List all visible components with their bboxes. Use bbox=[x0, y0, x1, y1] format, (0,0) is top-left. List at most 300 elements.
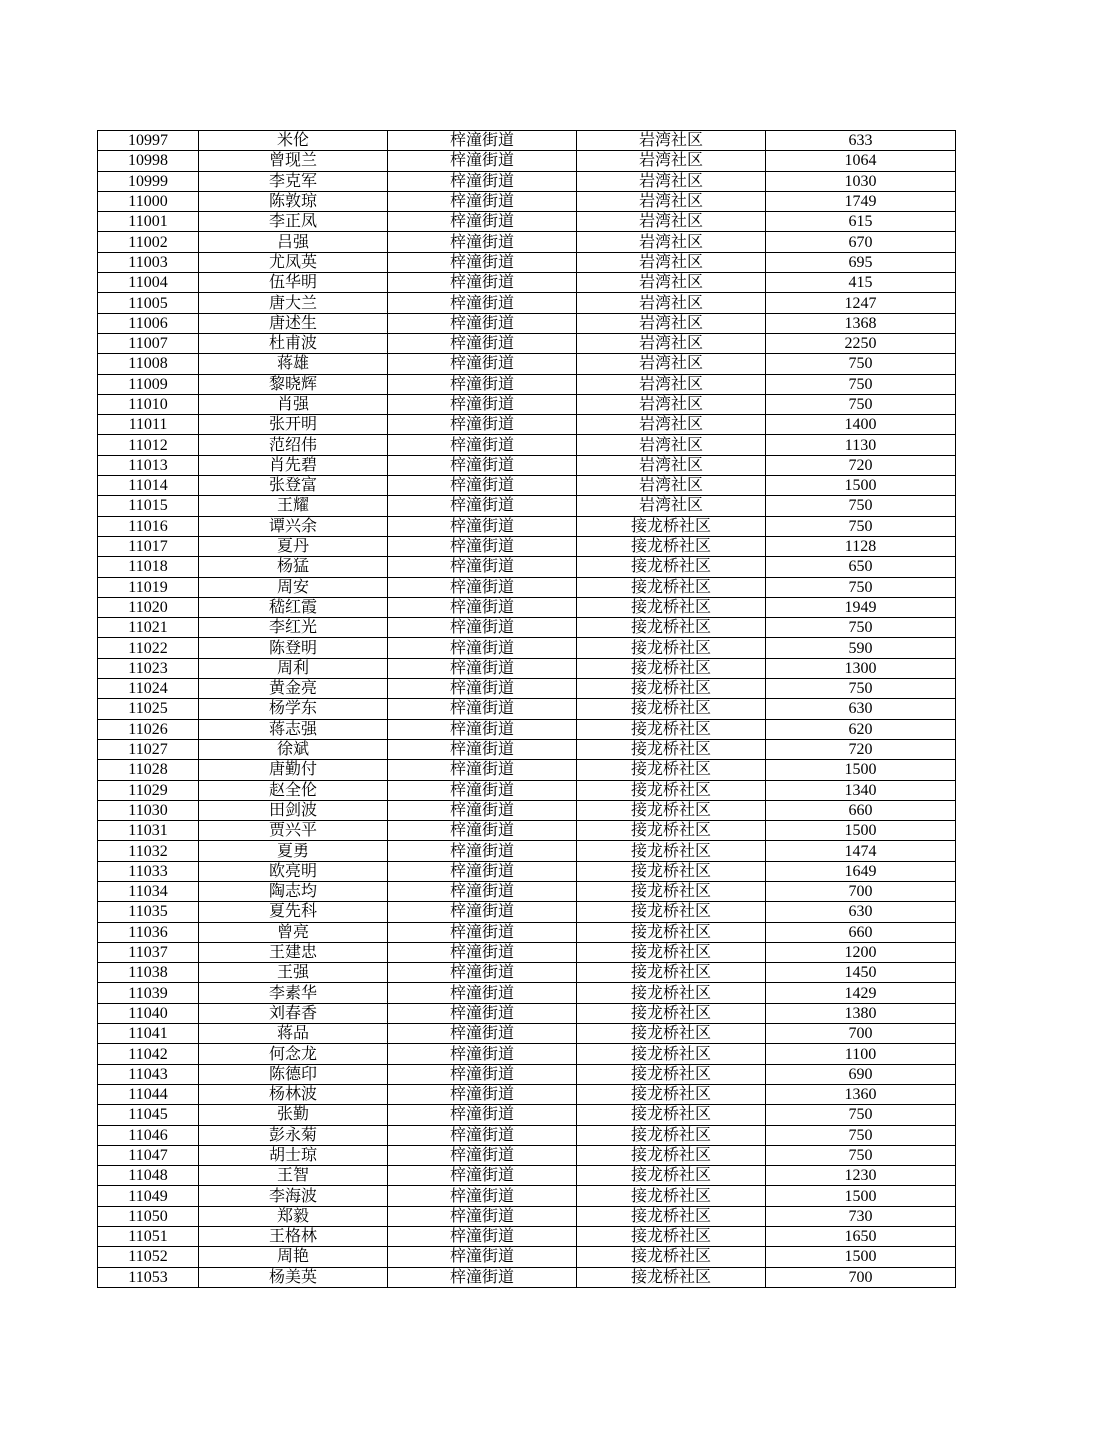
community-cell: 接龙桥社区 bbox=[577, 942, 766, 962]
street-cell: 梓潼街道 bbox=[388, 618, 577, 638]
name-cell: 何念龙 bbox=[199, 1044, 388, 1064]
name-cell: 王强 bbox=[199, 963, 388, 983]
community-cell: 接龙桥社区 bbox=[577, 881, 766, 901]
street-cell: 梓潼街道 bbox=[388, 841, 577, 861]
street-cell: 梓潼街道 bbox=[388, 983, 577, 1003]
name-cell: 杨美英 bbox=[199, 1267, 388, 1287]
name-cell: 刘春香 bbox=[199, 1003, 388, 1023]
serial-number-cell: 11036 bbox=[98, 922, 199, 942]
serial-number-cell: 11021 bbox=[98, 618, 199, 638]
serial-number-cell: 11018 bbox=[98, 557, 199, 577]
street-cell: 梓潼街道 bbox=[388, 699, 577, 719]
serial-number-cell: 11011 bbox=[98, 415, 199, 435]
street-cell: 梓潼街道 bbox=[388, 476, 577, 496]
table-row bbox=[98, 760, 956, 780]
name-cell: 杨林波 bbox=[199, 1084, 388, 1104]
street-cell: 梓潼街道 bbox=[388, 232, 577, 252]
community-cell: 接龙桥社区 bbox=[577, 963, 766, 983]
name-cell: 赵全伦 bbox=[199, 780, 388, 800]
street-cell: 梓潼街道 bbox=[388, 131, 577, 151]
serial-number-cell: 11024 bbox=[98, 679, 199, 699]
community-cell: 接龙桥社区 bbox=[577, 1145, 766, 1165]
table-row bbox=[98, 658, 956, 678]
name-cell: 陶志均 bbox=[199, 881, 388, 901]
community-cell: 接龙桥社区 bbox=[577, 739, 766, 759]
name-cell: 曾亮 bbox=[199, 922, 388, 942]
name-cell: 蒋志强 bbox=[199, 719, 388, 739]
street-cell: 梓潼街道 bbox=[388, 212, 577, 232]
street-cell: 梓潼街道 bbox=[388, 760, 577, 780]
amount-cell: 1474 bbox=[766, 841, 956, 861]
street-cell: 梓潼街道 bbox=[388, 1166, 577, 1186]
serial-number-cell: 10999 bbox=[98, 171, 199, 191]
serial-number-cell: 10997 bbox=[98, 131, 199, 151]
table-row bbox=[98, 1166, 956, 1186]
community-cell: 接龙桥社区 bbox=[577, 618, 766, 638]
name-cell: 李海波 bbox=[199, 1186, 388, 1206]
name-cell: 张开明 bbox=[199, 415, 388, 435]
amount-cell: 750 bbox=[766, 496, 956, 516]
table-row bbox=[98, 131, 956, 151]
amount-cell: 1340 bbox=[766, 780, 956, 800]
name-cell: 嵇红霞 bbox=[199, 597, 388, 617]
community-cell: 岩湾社区 bbox=[577, 415, 766, 435]
community-cell: 接龙桥社区 bbox=[577, 760, 766, 780]
street-cell: 梓潼街道 bbox=[388, 1267, 577, 1287]
community-cell: 接龙桥社区 bbox=[577, 536, 766, 556]
community-cell: 接龙桥社区 bbox=[577, 821, 766, 841]
amount-cell: 1247 bbox=[766, 293, 956, 313]
table-row bbox=[98, 597, 956, 617]
serial-number-cell: 11053 bbox=[98, 1267, 199, 1287]
street-cell: 梓潼街道 bbox=[388, 354, 577, 374]
name-cell: 李素华 bbox=[199, 983, 388, 1003]
serial-number-cell: 11032 bbox=[98, 841, 199, 861]
amount-cell: 1949 bbox=[766, 597, 956, 617]
table-row bbox=[98, 679, 956, 699]
street-cell: 梓潼街道 bbox=[388, 273, 577, 293]
community-cell: 岩湾社区 bbox=[577, 374, 766, 394]
name-cell: 李红光 bbox=[199, 618, 388, 638]
serial-number-cell: 11025 bbox=[98, 699, 199, 719]
community-cell: 接龙桥社区 bbox=[577, 1084, 766, 1104]
name-cell: 吕强 bbox=[199, 232, 388, 252]
serial-number-cell: 11042 bbox=[98, 1044, 199, 1064]
amount-cell: 1749 bbox=[766, 191, 956, 211]
serial-number-cell: 11023 bbox=[98, 658, 199, 678]
serial-number-cell: 11006 bbox=[98, 313, 199, 333]
amount-cell: 590 bbox=[766, 638, 956, 658]
community-cell: 岩湾社区 bbox=[577, 212, 766, 232]
street-cell: 梓潼街道 bbox=[388, 374, 577, 394]
name-cell: 杜甫波 bbox=[199, 333, 388, 353]
name-cell: 欧亮明 bbox=[199, 861, 388, 881]
serial-number-cell: 11004 bbox=[98, 273, 199, 293]
street-cell: 梓潼街道 bbox=[388, 597, 577, 617]
street-cell: 梓潼街道 bbox=[388, 293, 577, 313]
street-cell: 梓潼街道 bbox=[388, 963, 577, 983]
amount-cell: 690 bbox=[766, 1064, 956, 1084]
street-cell: 梓潼街道 bbox=[388, 922, 577, 942]
amount-cell: 700 bbox=[766, 1267, 956, 1287]
community-cell: 接龙桥社区 bbox=[577, 1044, 766, 1064]
serial-number-cell: 11022 bbox=[98, 638, 199, 658]
table-row bbox=[98, 861, 956, 881]
table-row bbox=[98, 455, 956, 475]
serial-number-cell: 10998 bbox=[98, 151, 199, 171]
street-cell: 梓潼街道 bbox=[388, 679, 577, 699]
name-cell: 黎晓辉 bbox=[199, 374, 388, 394]
amount-cell: 750 bbox=[766, 618, 956, 638]
table-row bbox=[98, 577, 956, 597]
table-row bbox=[98, 394, 956, 414]
table-row bbox=[98, 171, 956, 191]
street-cell: 梓潼街道 bbox=[388, 435, 577, 455]
name-cell: 李正凤 bbox=[199, 212, 388, 232]
name-cell: 王智 bbox=[199, 1166, 388, 1186]
name-cell: 范绍伟 bbox=[199, 435, 388, 455]
street-cell: 梓潼街道 bbox=[388, 1227, 577, 1247]
table-row bbox=[98, 333, 956, 353]
amount-cell: 633 bbox=[766, 131, 956, 151]
name-cell: 陈登明 bbox=[199, 638, 388, 658]
amount-cell: 1450 bbox=[766, 963, 956, 983]
name-cell: 谭兴余 bbox=[199, 516, 388, 536]
name-cell: 陈敦琼 bbox=[199, 191, 388, 211]
table-row bbox=[98, 983, 956, 1003]
community-cell: 岩湾社区 bbox=[577, 476, 766, 496]
amount-cell: 700 bbox=[766, 881, 956, 901]
table-row bbox=[98, 232, 956, 252]
community-cell: 接龙桥社区 bbox=[577, 800, 766, 820]
table-row bbox=[98, 1186, 956, 1206]
street-cell: 梓潼街道 bbox=[388, 1206, 577, 1226]
serial-number-cell: 11015 bbox=[98, 496, 199, 516]
community-cell: 接龙桥社区 bbox=[577, 902, 766, 922]
street-cell: 梓潼街道 bbox=[388, 638, 577, 658]
community-cell: 接龙桥社区 bbox=[577, 1166, 766, 1186]
amount-cell: 750 bbox=[766, 679, 956, 699]
street-cell: 梓潼街道 bbox=[388, 313, 577, 333]
community-cell: 接龙桥社区 bbox=[577, 516, 766, 536]
name-cell: 彭永菊 bbox=[199, 1125, 388, 1145]
amount-cell: 1429 bbox=[766, 983, 956, 1003]
amount-cell: 750 bbox=[766, 516, 956, 536]
street-cell: 梓潼街道 bbox=[388, 1105, 577, 1125]
serial-number-cell: 11046 bbox=[98, 1125, 199, 1145]
community-cell: 接龙桥社区 bbox=[577, 1003, 766, 1023]
serial-number-cell: 11033 bbox=[98, 861, 199, 881]
amount-cell: 750 bbox=[766, 394, 956, 414]
name-cell: 黄金亮 bbox=[199, 679, 388, 699]
amount-cell: 700 bbox=[766, 1024, 956, 1044]
community-cell: 接龙桥社区 bbox=[577, 719, 766, 739]
table-row bbox=[98, 963, 956, 983]
amount-cell: 630 bbox=[766, 699, 956, 719]
table-row bbox=[98, 1145, 956, 1165]
name-cell: 徐斌 bbox=[199, 739, 388, 759]
street-cell: 梓潼街道 bbox=[388, 577, 577, 597]
table-row bbox=[98, 780, 956, 800]
community-cell: 接龙桥社区 bbox=[577, 780, 766, 800]
amount-cell: 1100 bbox=[766, 1044, 956, 1064]
table-row bbox=[98, 415, 956, 435]
serial-number-cell: 11002 bbox=[98, 232, 199, 252]
community-cell: 岩湾社区 bbox=[577, 394, 766, 414]
table-row bbox=[98, 1247, 956, 1267]
name-cell: 周利 bbox=[199, 658, 388, 678]
table-row bbox=[98, 293, 956, 313]
serial-number-cell: 11028 bbox=[98, 760, 199, 780]
serial-number-cell: 11000 bbox=[98, 191, 199, 211]
serial-number-cell: 11003 bbox=[98, 252, 199, 272]
table-row bbox=[98, 1003, 956, 1023]
serial-number-cell: 11001 bbox=[98, 212, 199, 232]
table-row bbox=[98, 922, 956, 942]
table-row bbox=[98, 557, 956, 577]
amount-cell: 1360 bbox=[766, 1084, 956, 1104]
street-cell: 梓潼街道 bbox=[388, 252, 577, 272]
table-row bbox=[98, 374, 956, 394]
street-cell: 梓潼街道 bbox=[388, 719, 577, 739]
street-cell: 梓潼街道 bbox=[388, 1084, 577, 1104]
amount-cell: 1200 bbox=[766, 942, 956, 962]
community-cell: 岩湾社区 bbox=[577, 232, 766, 252]
amount-cell: 1500 bbox=[766, 1247, 956, 1267]
table-row bbox=[98, 313, 956, 333]
table-row bbox=[98, 942, 956, 962]
amount-cell: 1500 bbox=[766, 821, 956, 841]
table-row bbox=[98, 252, 956, 272]
name-cell: 贾兴平 bbox=[199, 821, 388, 841]
street-cell: 梓潼街道 bbox=[388, 516, 577, 536]
amount-cell: 720 bbox=[766, 455, 956, 475]
community-cell: 岩湾社区 bbox=[577, 313, 766, 333]
serial-number-cell: 11051 bbox=[98, 1227, 199, 1247]
serial-number-cell: 11049 bbox=[98, 1186, 199, 1206]
name-cell: 王耀 bbox=[199, 496, 388, 516]
community-cell: 岩湾社区 bbox=[577, 435, 766, 455]
table-row bbox=[98, 618, 956, 638]
name-cell: 李克军 bbox=[199, 171, 388, 191]
name-cell: 蒋雄 bbox=[199, 354, 388, 374]
table-row bbox=[98, 354, 956, 374]
community-cell: 岩湾社区 bbox=[577, 191, 766, 211]
name-cell: 曾现兰 bbox=[199, 151, 388, 171]
table-row bbox=[98, 496, 956, 516]
community-cell: 接龙桥社区 bbox=[577, 557, 766, 577]
name-cell: 王格林 bbox=[199, 1227, 388, 1247]
amount-cell: 615 bbox=[766, 212, 956, 232]
amount-cell: 1368 bbox=[766, 313, 956, 333]
community-cell: 接龙桥社区 bbox=[577, 1105, 766, 1125]
community-cell: 岩湾社区 bbox=[577, 273, 766, 293]
community-cell: 接龙桥社区 bbox=[577, 1125, 766, 1145]
serial-number-cell: 11048 bbox=[98, 1166, 199, 1186]
serial-number-cell: 11017 bbox=[98, 536, 199, 556]
amount-cell: 750 bbox=[766, 354, 956, 374]
serial-number-cell: 11016 bbox=[98, 516, 199, 536]
community-cell: 岩湾社区 bbox=[577, 496, 766, 516]
serial-number-cell: 11040 bbox=[98, 1003, 199, 1023]
community-cell: 接龙桥社区 bbox=[577, 1267, 766, 1287]
table-row bbox=[98, 1044, 956, 1064]
community-cell: 接龙桥社区 bbox=[577, 1247, 766, 1267]
table-row bbox=[98, 191, 956, 211]
amount-cell: 1500 bbox=[766, 760, 956, 780]
name-cell: 周安 bbox=[199, 577, 388, 597]
amount-cell: 1030 bbox=[766, 171, 956, 191]
amount-cell: 750 bbox=[766, 374, 956, 394]
amount-cell: 1500 bbox=[766, 476, 956, 496]
community-cell: 接龙桥社区 bbox=[577, 983, 766, 1003]
amount-cell: 630 bbox=[766, 902, 956, 922]
table-row bbox=[98, 800, 956, 820]
amount-cell: 1649 bbox=[766, 861, 956, 881]
street-cell: 梓潼街道 bbox=[388, 191, 577, 211]
serial-number-cell: 11035 bbox=[98, 902, 199, 922]
street-cell: 梓潼街道 bbox=[388, 821, 577, 841]
street-cell: 梓潼街道 bbox=[388, 780, 577, 800]
table-row bbox=[98, 841, 956, 861]
name-cell: 杨学东 bbox=[199, 699, 388, 719]
amount-cell: 750 bbox=[766, 1125, 956, 1145]
amount-cell: 750 bbox=[766, 1145, 956, 1165]
community-cell: 岩湾社区 bbox=[577, 151, 766, 171]
serial-number-cell: 11030 bbox=[98, 800, 199, 820]
serial-number-cell: 11039 bbox=[98, 983, 199, 1003]
street-cell: 梓潼街道 bbox=[388, 1044, 577, 1064]
amount-cell: 750 bbox=[766, 577, 956, 597]
name-cell: 夏勇 bbox=[199, 841, 388, 861]
community-cell: 岩湾社区 bbox=[577, 131, 766, 151]
street-cell: 梓潼街道 bbox=[388, 1145, 577, 1165]
name-cell: 周艳 bbox=[199, 1247, 388, 1267]
serial-number-cell: 11041 bbox=[98, 1024, 199, 1044]
community-cell: 接龙桥社区 bbox=[577, 1227, 766, 1247]
name-cell: 王建忠 bbox=[199, 942, 388, 962]
data-table bbox=[97, 130, 956, 1288]
table-row bbox=[98, 476, 956, 496]
serial-number-cell: 11029 bbox=[98, 780, 199, 800]
serial-number-cell: 11005 bbox=[98, 293, 199, 313]
name-cell: 田剑波 bbox=[199, 800, 388, 820]
street-cell: 梓潼街道 bbox=[388, 942, 577, 962]
street-cell: 梓潼街道 bbox=[388, 881, 577, 901]
name-cell: 肖先碧 bbox=[199, 455, 388, 475]
street-cell: 梓潼街道 bbox=[388, 1064, 577, 1084]
community-cell: 岩湾社区 bbox=[577, 354, 766, 374]
community-cell: 接龙桥社区 bbox=[577, 861, 766, 881]
community-cell: 接龙桥社区 bbox=[577, 577, 766, 597]
serial-number-cell: 11009 bbox=[98, 374, 199, 394]
street-cell: 梓潼街道 bbox=[388, 394, 577, 414]
table-row bbox=[98, 1064, 956, 1084]
street-cell: 梓潼街道 bbox=[388, 415, 577, 435]
table-row bbox=[98, 1267, 956, 1287]
street-cell: 梓潼街道 bbox=[388, 455, 577, 475]
amount-cell: 1650 bbox=[766, 1227, 956, 1247]
table-row bbox=[98, 719, 956, 739]
serial-number-cell: 11026 bbox=[98, 719, 199, 739]
serial-number-cell: 11034 bbox=[98, 881, 199, 901]
table-row bbox=[98, 739, 956, 759]
name-cell: 肖强 bbox=[199, 394, 388, 414]
table-row bbox=[98, 699, 956, 719]
table-row bbox=[98, 516, 956, 536]
table-row bbox=[98, 1227, 956, 1247]
community-cell: 接龙桥社区 bbox=[577, 597, 766, 617]
table-row bbox=[98, 212, 956, 232]
community-cell: 岩湾社区 bbox=[577, 455, 766, 475]
table-row bbox=[98, 1105, 956, 1125]
street-cell: 梓潼街道 bbox=[388, 739, 577, 759]
serial-number-cell: 11044 bbox=[98, 1084, 199, 1104]
name-cell: 唐大兰 bbox=[199, 293, 388, 313]
table-row bbox=[98, 435, 956, 455]
community-cell: 岩湾社区 bbox=[577, 171, 766, 191]
amount-cell: 1300 bbox=[766, 658, 956, 678]
serial-number-cell: 11043 bbox=[98, 1064, 199, 1084]
street-cell: 梓潼街道 bbox=[388, 1247, 577, 1267]
street-cell: 梓潼街道 bbox=[388, 861, 577, 881]
name-cell: 杨猛 bbox=[199, 557, 388, 577]
amount-cell: 1380 bbox=[766, 1003, 956, 1023]
table-row bbox=[98, 1024, 956, 1044]
amount-cell: 660 bbox=[766, 922, 956, 942]
street-cell: 梓潼街道 bbox=[388, 1003, 577, 1023]
table-body bbox=[98, 131, 956, 1288]
name-cell: 伍华明 bbox=[199, 273, 388, 293]
community-cell: 接龙桥社区 bbox=[577, 638, 766, 658]
street-cell: 梓潼街道 bbox=[388, 333, 577, 353]
name-cell: 郑毅 bbox=[199, 1206, 388, 1226]
name-cell: 夏丹 bbox=[199, 536, 388, 556]
amount-cell: 1064 bbox=[766, 151, 956, 171]
community-cell: 接龙桥社区 bbox=[577, 841, 766, 861]
amount-cell: 1128 bbox=[766, 536, 956, 556]
amount-cell: 620 bbox=[766, 719, 956, 739]
community-cell: 接龙桥社区 bbox=[577, 1064, 766, 1084]
serial-number-cell: 11050 bbox=[98, 1206, 199, 1226]
amount-cell: 415 bbox=[766, 273, 956, 293]
name-cell: 胡士琼 bbox=[199, 1145, 388, 1165]
community-cell: 接龙桥社区 bbox=[577, 679, 766, 699]
street-cell: 梓潼街道 bbox=[388, 557, 577, 577]
table-row bbox=[98, 821, 956, 841]
table-row bbox=[98, 151, 956, 171]
table-row bbox=[98, 1084, 956, 1104]
amount-cell: 750 bbox=[766, 1105, 956, 1125]
table-row bbox=[98, 638, 956, 658]
street-cell: 梓潼街道 bbox=[388, 536, 577, 556]
name-cell: 夏先科 bbox=[199, 902, 388, 922]
serial-number-cell: 11012 bbox=[98, 435, 199, 455]
serial-number-cell: 11052 bbox=[98, 1247, 199, 1267]
name-cell: 米伦 bbox=[199, 131, 388, 151]
name-cell: 张登富 bbox=[199, 476, 388, 496]
community-cell: 接龙桥社区 bbox=[577, 1024, 766, 1044]
community-cell: 岩湾社区 bbox=[577, 252, 766, 272]
serial-number-cell: 11031 bbox=[98, 821, 199, 841]
name-cell: 尤凤英 bbox=[199, 252, 388, 272]
community-cell: 接龙桥社区 bbox=[577, 922, 766, 942]
street-cell: 梓潼街道 bbox=[388, 171, 577, 191]
community-cell: 接龙桥社区 bbox=[577, 658, 766, 678]
serial-number-cell: 11037 bbox=[98, 942, 199, 962]
amount-cell: 730 bbox=[766, 1206, 956, 1226]
community-cell: 接龙桥社区 bbox=[577, 699, 766, 719]
